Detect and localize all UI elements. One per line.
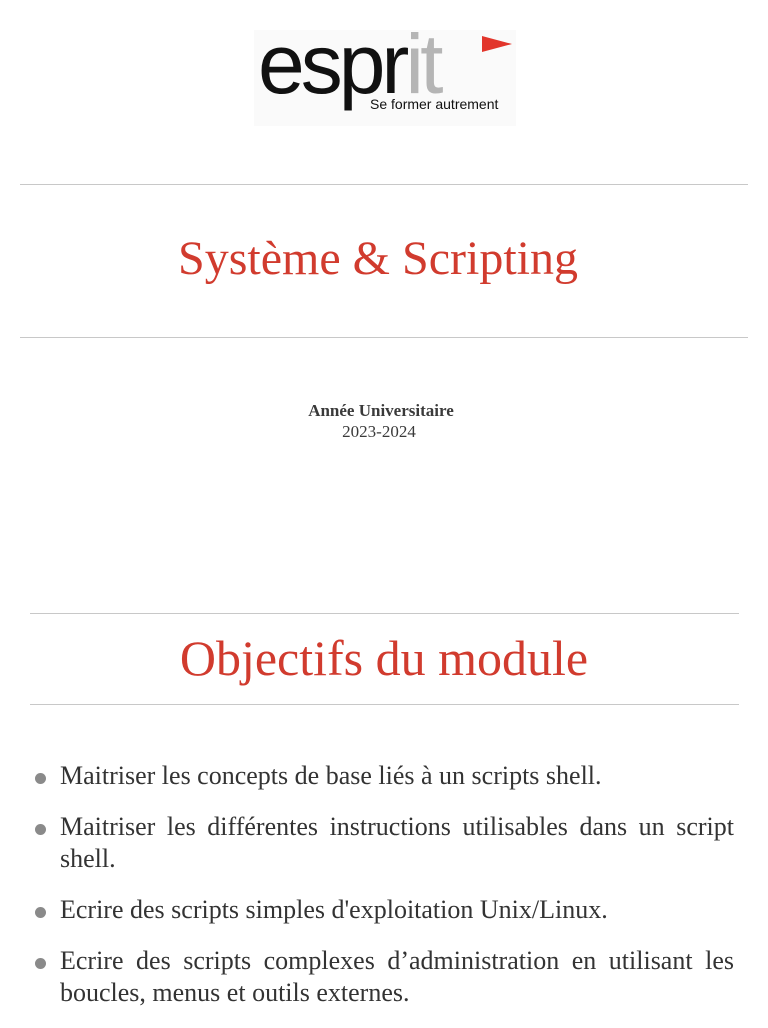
- objective-item: [30, 760, 734, 792]
- divider-bottom: [20, 337, 748, 338]
- objective-item: [30, 811, 734, 875]
- objective-item: [30, 945, 734, 1009]
- academic-year-label: Année Universitaire: [308, 401, 454, 420]
- course-title: Système & Scripting: [178, 232, 578, 285]
- flag-icon: [482, 36, 512, 52]
- objectives-title: Objectifs du module: [179, 630, 589, 686]
- bullet-icon: [35, 824, 46, 835]
- logo-tagline: Se former autrement: [370, 96, 499, 112]
- bullet-icon: [35, 907, 46, 918]
- objectives-list: [30, 760, 734, 1028]
- objectives-divider-bottom: [30, 704, 739, 705]
- objective-text: Maitriser les différentes instructions utilisables dans un script shell.: [60, 812, 734, 873]
- logo-wordmark: esprit: [258, 17, 440, 111]
- bullet-icon: [35, 958, 46, 969]
- objective-text: Ecrire des scripts simples d'exploitation Unix/Linux.: [60, 895, 608, 924]
- academic-year: 2023-2024: [342, 422, 416, 441]
- objective-item: [30, 894, 734, 926]
- divider-top: [20, 184, 748, 185]
- objective-text: Maitriser les concepts de base liés à un scripts shell.: [60, 761, 602, 790]
- bullet-icon: [35, 773, 46, 784]
- objectives-divider-top: [30, 613, 739, 614]
- objective-text: Ecrire des scripts complexes d’administration en utilisant les boucles, menus et outils externes.: [60, 946, 734, 1007]
- esprit-logo: [254, 17, 516, 126]
